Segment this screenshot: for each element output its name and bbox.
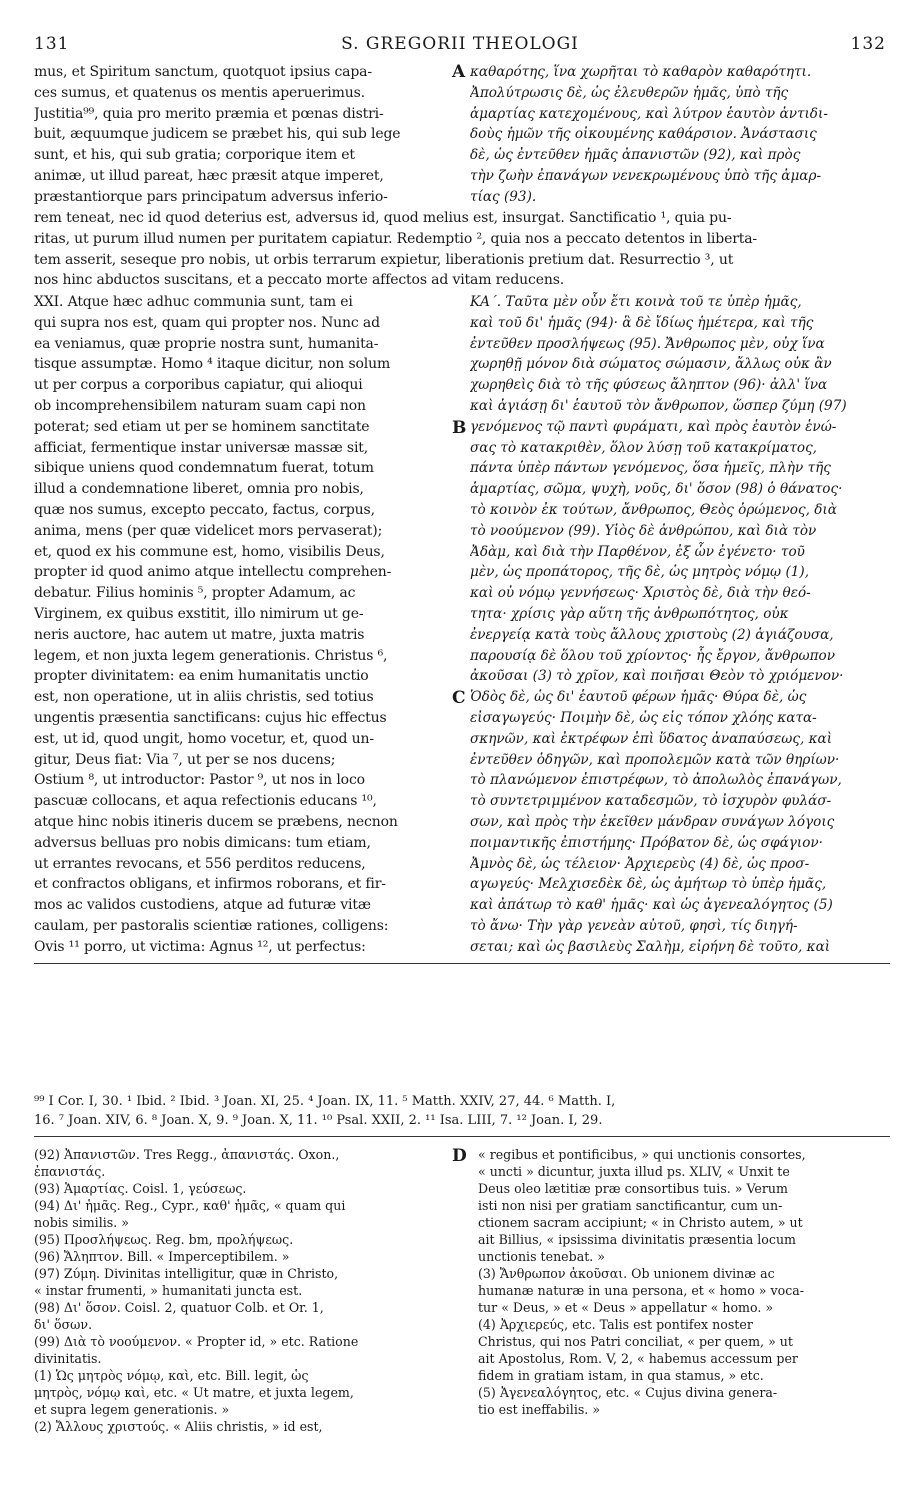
text-line: animæ, ut illud pareat, hæc præsit atque imperet, (34, 167, 384, 184)
text-line: debatur. Filius hominis ⁵, propter Adamum, ac (34, 585, 356, 602)
text-line: ea veniamus, quæ proprie nostra sunt, humanita- (34, 335, 379, 352)
text-line: sunt, et his, qui sub gratia; corporique item et (34, 147, 355, 164)
text-line: Ἀμνὸς δὲ, ὡς τέλειον· Ἀρχιερεὺς (4) δὲ, ὡς προσ- (470, 855, 810, 872)
text-line: illud a condemnatione liberet, omnia pro nobis, (34, 481, 364, 498)
text-line: legem, et non juxta legem generationis. Christus ⁶, (34, 647, 388, 664)
text-line: et, quod ex his commune est, homo, visibilis Deus, (34, 543, 385, 560)
text-line: est, non operatione, ut in aliis christis, sed totius (34, 689, 374, 706)
text-line: unctionis tenebat. » (478, 1249, 605, 1264)
text-line: tio est ineffabilis. » (478, 1402, 601, 1417)
text-line: sibique uniens quod condemnatum fuerat, totum (34, 460, 374, 477)
running-header (34, 34, 886, 56)
text-line: πάντα ὑπὲρ πάντων γενόμενος, ὅσα ἡμεῖς, πλὴν τῆς (470, 460, 831, 477)
text-line: quæ nos sumus, excepto peccato, factus, corpus, (34, 501, 375, 518)
text-line: Deus oleo lætitiæ præ consortibus tuis. » Verum (478, 1181, 788, 1196)
text-line: ἁμαρτίας κατεχομένους, καὶ λύτρον ἑαυτὸν ἀντιδι- (470, 105, 828, 122)
text-line: propter divinitatem: ea enim humanitatis unctio (34, 668, 369, 685)
text-line: εἰσαγωγεύς· Ποιμὴν δὲ, ὡς εἰς τόπον χλόης κατα- (470, 709, 817, 726)
text-line: humanæ naturæ in una persona, et « homo » voca- (478, 1283, 805, 1298)
page-number-right: 132 (850, 34, 886, 54)
text-line: pascuæ collocans, et aqua refectionis educans ¹⁰, (34, 793, 377, 810)
text-line: tisque assumptæ. Homo ⁴ itaque dicitur, non solum (34, 356, 391, 373)
text-line: (5) Ἀγενεαλόγητος, etc. « Cujus divina genera- (478, 1385, 778, 1400)
text-line: ἀκοῦσαι (3) τὸ χρῖον, καὶ ποιῆσαι Θεὸν τὸ χριόμενον· (470, 668, 844, 685)
text-line: tur « Deus, » et « Deus » appellatur « homo. » (478, 1300, 774, 1315)
text-line: τὸ συντετριμμένον καταδεσμῶν, τὸ ἰσχυρὸν φυλάσ- (470, 793, 832, 810)
text-line: τὸ νοούμενον (99). Υἱὸς δὲ ἀνθρώπου, καὶ διὰ τὸν (470, 522, 817, 539)
text-line: divinitatis. (34, 1351, 102, 1366)
text-line: ritas, ut purum illud numen per puritatem capiatur. Redemptio ², quia nos a peccato detentos in liberta- (34, 230, 757, 247)
text-line: καθαρότης, ἵνα χωρῆται τὸ καθαρὸν καθαρότητι. (470, 64, 812, 80)
latin-column-main (34, 292, 442, 958)
text-line: (96) Ἄληπτον. Bill. « Imperceptibilem. » (34, 1249, 290, 1264)
text-line: ctionem sacram accipiunt; « in Christo autem, » ut (478, 1215, 803, 1230)
margin-marker-a: A (452, 62, 466, 82)
text-line: ut errantes revocans, et 556 perditos reducens, (34, 855, 366, 872)
text-line: καὶ ἁγιάσῃ δι' ἑαυτοῦ τὸν ἄνθρωπον, ὥσπερ ζύμη (97) (470, 397, 847, 414)
text-line: mus, et Spiritum sanctum, quotquot ipsius capa- (34, 64, 372, 80)
text-line: XXI. Atque hæc adhuc communia sunt, tam ei (34, 294, 353, 310)
text-line: 16. ⁷ Joan. XIV, 6. ⁸ Joan. X, 9. ⁹ Joan. X, 11. ¹⁰ Psal. XXII, 2. ¹¹ Isa. LIII, 7. ¹² Joan. I, 29. (34, 1113, 603, 1128)
text-line: ἁμαρτίας, σῶμα, ψυχὴ, νοῦς, δι' ὅσον (98) ὁ θάνατος· (470, 481, 843, 498)
text-line: neris auctore, hac autem ut matre, juxta matris (34, 626, 365, 643)
text-line: (95) Προσλήψεως. Reg. bm, προλήψεως. (34, 1232, 294, 1247)
text-line: μητρὸς, νόμῳ καὶ, etc. « Ut matre, et juxta legem, (34, 1385, 354, 1400)
text-line: καὶ οὐ νόμῳ γεννήσεως· Χριστὸς δὲ, διὰ τὴν θεό- (470, 585, 811, 602)
text-line: Ovis ¹¹ porro, ut victima: Agnus ¹², ut perfectus: (34, 938, 366, 955)
text-line: « uncti » dicuntur, juxta illud ps. XLIV, « Unxit te (478, 1164, 790, 1179)
text-line: χωρηθεὶς διὰ τὸ τῆς φύσεως ἄληπτον (96)· ἀλλ' ἵνα (470, 377, 828, 394)
latin-column-top (34, 62, 442, 208)
running-title: S. GREGORII THEOLOGI (341, 34, 579, 54)
text-line: ΚΑ΄. Ταῦτα μὲν οὖν ἔτι κοινὰ τοῦ τε ὑπὲρ ἡμᾶς, (470, 294, 802, 310)
greek-column-main (470, 292, 890, 958)
text-line: afficiat, fermentique instar universæ massæ sit, (34, 439, 369, 456)
text-line: (4) Ἀρχιερεύς, etc. Talis est pontifex noster (478, 1317, 753, 1332)
text-line: δι' ὅσων. (34, 1317, 93, 1332)
text-line: ἐνεργείᾳ κατὰ τοὺς ἄλλους χριστοὺς (2) ἁγιάζουσα, (470, 626, 834, 643)
margin-marker-c: C (452, 688, 466, 708)
text-line: rem teneat, nec id quod deterius est, adversus id, quod melius est, insurgat. Sanctificatio ¹, quia pu- (34, 210, 732, 226)
text-line: τὸ ἄνω· Τὴν γὰρ γενεὰν αὐτοῦ, φησὶ, τίς διηγή- (470, 917, 798, 934)
text-line: ⁹⁹ I Cor. I, 30. ¹ Ibid. ² Ibid. ³ Joan. XI, 25. ⁴ Joan. IX, 11. ⁵ Matth. XXIV, 27, 44. ⁶ Matth. I, (34, 1094, 616, 1109)
critical-notes-right (478, 1146, 890, 1418)
text-line: præstantiorque pars principatum adversus inferio- (34, 188, 388, 205)
text-line: (97) Ζύμη. Divinitas intelligitur, quæ in Christo, (34, 1266, 339, 1281)
text-line: ait Billius, « ipsissima divinitatis præsentia locum (478, 1232, 796, 1247)
text-line: (3) Ἄνθρωπον ἀκοῦσαι. Ob unionem divinæ ac (478, 1266, 775, 1281)
text-line: fidem in gratiam istam, in qua stamus, » etc. (478, 1368, 764, 1383)
critical-notes-left (34, 1146, 444, 1435)
greek-column-top (470, 62, 890, 208)
latin-fullwidth-paragraph (34, 208, 890, 291)
text-line: tem asserit, seseque pro nobis, ut orbis terrarum expietur, liberationis pretium dat. Resurrectio ³, ut (34, 251, 734, 268)
text-line: et supra legem generationis. » (34, 1402, 230, 1417)
margin-marker-b: B (452, 418, 467, 438)
text-line: ut per corpus a corporibus capiatur, qui alioqui (34, 377, 363, 394)
text-line: Ἀπολύτρωσις δὲ, ὡς ἐλευθερῶν ἡμᾶς, ὑπὸ τῆς (470, 84, 789, 101)
scripture-references (34, 1092, 890, 1130)
text-line: τὸ κοινὸν ἐκ τούτων, ἄνθρωπος, Θεὸς ὁρώμενος, διὰ (470, 501, 837, 518)
text-line: ces sumus, et quatenus os mentis aperuerimus. (34, 84, 365, 101)
text-line: τὸ πλανώμενον ἐπιστρέφων, τὸ ἀπολωλὸς ἐπανάγων, (470, 772, 842, 789)
text-line: χωρηθῇ μόνον διὰ σώματος σώμασιν, ἄλλως οὐκ ἂν (470, 356, 832, 373)
text-line: μὲν, ὡς προπάτορος, τῆς δὲ, ὡς μητρὸς νόμῳ (1), (470, 564, 810, 581)
text-line: et confractos obligans, et infirmos roborans, et fir- (34, 876, 386, 893)
page-number-left: 131 (34, 34, 70, 54)
text-line: Ἀδὰμ, καὶ διὰ τὴν Παρθένον, ἐξ ὧν ἐγένετο· τοῦ (470, 543, 805, 560)
text-line: καὶ ἀπάτωρ τὸ καθ' ἡμᾶς· καὶ ὡς ἀγενεαλόγητος (5) (470, 897, 833, 914)
text-line: ποιμαντικῆς ἐπιστήμης· Πρόβατον δὲ, ὡς σφάγιον· (470, 834, 824, 851)
text-line: gitur, Deus fiat: Via ⁷, ut per se nos ducens; (34, 751, 336, 768)
text-line: Christus, qui nos Patri conciliat, « per quem, » ut (478, 1334, 793, 1349)
text-line: τὴν ζωὴν ἐπανάγων νενεκρωμένους ὑπὸ τῆς ἁμαρ- (470, 167, 822, 184)
text-line: qui supra nos est, quam qui propter nos. Nunc ad (34, 314, 380, 331)
text-line: ungentis præsentia sanctificans: cujus hic effectus (34, 709, 387, 726)
text-line: σων, καὶ πρὸς τὴν ἐκεῖθεν μάνδραν συνάγων λόγοις (470, 813, 835, 830)
text-line: anima, mens (per quæ videlicet mors pervaserat); (34, 522, 383, 539)
text-line: (93) Ἁμαρτίας. Coisl. 1, γεύσεως. (34, 1181, 247, 1196)
text-line: (92) Ἀπανιστῶν. Tres Regg., ἀπανιστάς. Oxon., (34, 1147, 340, 1162)
text-line: est, ut id, quod ungit, homo vocetur, et, quod un- (34, 730, 374, 747)
text-line: buit, æquumque judicem se præbet his, qui sub lege (34, 126, 401, 143)
text-line: nobis similis. » (34, 1215, 129, 1230)
text-line: « instar frumenti, » humanitati juncta est. (34, 1283, 303, 1298)
text-line: ἐπανιστάς. (34, 1164, 106, 1179)
text-line: atque hinc nobis itineris ducem se præbens, necnon (34, 813, 398, 830)
text-line: αγωγεύς· Μελχισεδὲκ δὲ, ὡς ἀμήτωρ τὸ ὑπὲρ ἡμᾶς, (470, 876, 827, 893)
text-line: ἐντεῦθεν προσλήψεως (95). Ἄνθρωπος μὲν, οὐχ ἵνα (470, 335, 825, 352)
text-line: (94) Δι' ἡμᾶς. Reg., Cypr., καθ' ἡμᾶς, « quam qui (34, 1198, 346, 1213)
text-line: (98) Δι' ὅσον. Coisl. 2, quatuor Colb. et Or. 1, (34, 1300, 324, 1315)
text-line: σας τὸ κατακριθὲν, ὅλον λύσῃ τοῦ κατακρίματος, (470, 439, 817, 456)
notes-separator (34, 1136, 890, 1137)
text-line: isti non nisi per gratiam sanctificantur, cum un- (478, 1198, 783, 1213)
text-line: Virginem, ex quibus exstitit, illo nimirum ut ge- (34, 605, 364, 622)
text-line: παρουσίᾳ δὲ ὅλου τοῦ χρίοντος· ἧς ἔργον, ἄνθρωπον (470, 647, 835, 664)
text-line: Ὁδὸς δὲ, ὡς δι' ἑαυτοῦ φέρων ἡμᾶς· Θύρα δὲ, ὡς (470, 689, 807, 706)
text-line: propter id quod animo atque intellectu comprehen- (34, 564, 392, 581)
text-line: (99) Διὰ τὸ νοούμενον. « Propter id, » etc. Ratione (34, 1334, 359, 1349)
text-line: Justitia⁹⁹, quia pro merito præmia et pœnas distri- (34, 105, 384, 122)
text-line: σκηνῶν, καὶ ἐκτρέφων ἐπὶ ὕδατος ἀναπαύσεως, καὶ (470, 730, 833, 747)
text-line: ἐντεῦθεν ὁδηγῶν, καὶ προπολεμῶν κατὰ τῶν θηρίων· (470, 751, 840, 768)
text-line: δὲ, ὡς ἐντεῦθεν ἡμᾶς ἀπανιστῶν (92), καὶ πρὸς (470, 147, 801, 164)
text-line: caulam, per pastoralis scientiæ rationes, colligens: (34, 917, 389, 934)
text-line: σεται; καὶ ὡς βασιλεὺς Σαλὴμ, εἰρήνη δὲ τοῦτο, καὶ (470, 938, 831, 955)
text-line: adversus belluas pro nobis dimicans: tum etiam, (34, 834, 371, 851)
text-line: poterat; sed etiam ut per se hominem sanctitate (34, 418, 370, 435)
text-line: « regibus et pontificibus, » qui unctionis consortes, (478, 1147, 806, 1162)
margin-marker-d: D (452, 1146, 467, 1166)
text-line: δοὺς ἡμῶν τῆς οἰκουμένης καθάρσιον. Ἀνάστασις (470, 126, 817, 143)
text-line: mos ac validos custodiens, atque ad futuræ vitæ (34, 897, 371, 914)
footnote-separator (34, 963, 890, 964)
text-line: (2) Ἄλλους χριστούς. « Aliis christis, » id est, (34, 1419, 323, 1434)
text-line: γενόμενος τῷ παντὶ φυράματι, καὶ πρὸς ἑαυτὸν ἑνώ- (470, 418, 837, 435)
text-line: ait Apostolus, Rom. V, 2, « habemus accessum per (478, 1351, 798, 1366)
text-line: (1) Ὡς μητρὸς νόμῳ, καὶ, etc. Bill. legit, ὡς (34, 1368, 309, 1383)
text-line: τίας (93). (470, 188, 537, 205)
text-line: τητα· χρίσις γὰρ αὕτη τῆς ἀνθρωπότητος, οὐκ (470, 605, 789, 622)
text-line: Ostium ⁸, ut introductor: Pastor ⁹, ut nos in loco (34, 772, 365, 789)
text-line: nos hinc abductos suscitans, et a peccato morte affectos ad vitam reducens. (34, 272, 565, 289)
text-line: ob incomprehensibilem naturam suam capi non (34, 397, 366, 414)
text-line: καὶ τοῦ δι' ἡμᾶς (94)· ἃ δὲ ἴδίως ἡμέτερα, καὶ τῆς (470, 314, 814, 331)
